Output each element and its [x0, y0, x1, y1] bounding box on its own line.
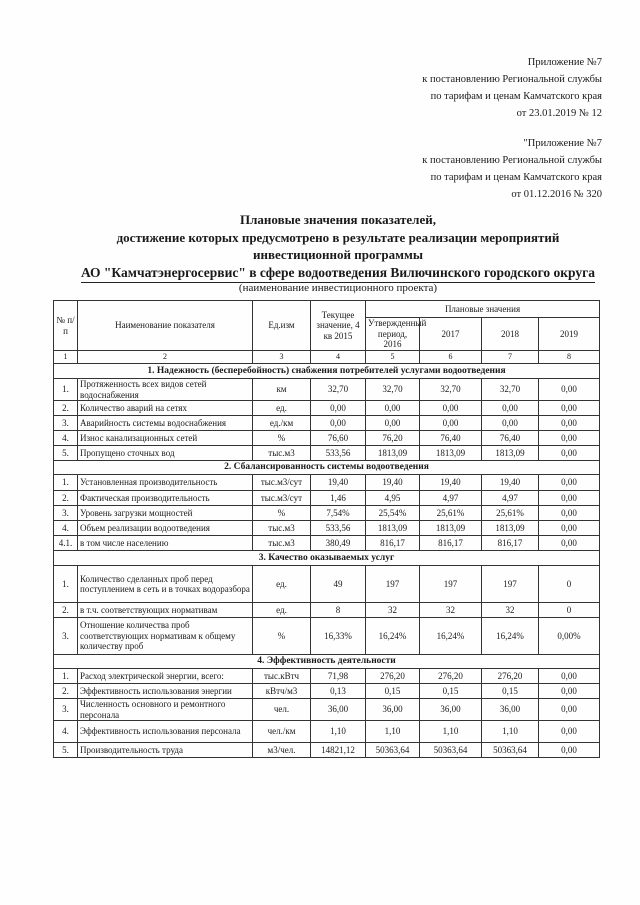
indicator-name: Уровень загрузки мощностей: [78, 506, 253, 521]
approved-2016-value: 25,54%: [366, 506, 420, 521]
row-num: 2.: [54, 491, 78, 506]
plan-2019-value: 0,00: [539, 721, 600, 743]
plan-2019-value: 0,00: [539, 536, 600, 551]
plan-2018-value: 1813,09: [482, 446, 539, 461]
plan-2017-value: 1813,09: [420, 521, 482, 536]
title-line: достижение которых предусмотрено в результате реализации мероприятий: [116, 229, 560, 245]
unit: ед.: [253, 566, 311, 603]
approved-2016-value: 36,00: [366, 699, 420, 721]
plan-2018-value: 16,24%: [482, 618, 539, 655]
current-value: 14821,12: [311, 743, 366, 758]
plan-2017-value: 76,40: [420, 431, 482, 446]
unit: кВтч/м3: [253, 684, 311, 699]
column-number: 7: [482, 351, 539, 364]
current-value: 36,00: [311, 699, 366, 721]
table-row: [54, 401, 600, 416]
plan-2017-value: 50363,64: [420, 743, 482, 758]
row-num: 5.: [54, 446, 78, 461]
approved-2016-value: 0,00: [366, 401, 420, 416]
indicator-name: Фактическая производительность: [78, 491, 253, 506]
approved-2016-value: 0,00: [366, 416, 420, 431]
plan-2018-value: 197: [482, 566, 539, 603]
unit: км: [253, 379, 311, 401]
plan-2018-value: 32: [482, 603, 539, 618]
table-row: [54, 416, 600, 431]
appendix-line: к постановлению Региональной службы: [422, 155, 602, 166]
current-value: 0,13: [311, 684, 366, 699]
plan-2019-value: 0,00%: [539, 618, 600, 655]
header-2018: 2018: [482, 318, 539, 351]
plan-2019-value: 0: [539, 566, 600, 603]
plan-2017-value: 36,00: [420, 699, 482, 721]
indicator-name: Количество аварий на сетях: [78, 401, 253, 416]
unit: тыс.м3: [253, 536, 311, 551]
header-planned: Плановые значения: [366, 301, 600, 318]
appendix-line: от 23.01.2019 № 12: [516, 108, 602, 119]
table-row: [54, 475, 600, 491]
approved-2016-value: 1,10: [366, 721, 420, 743]
header-unit: Ед.изм: [253, 301, 311, 351]
section-header-row: [54, 461, 600, 475]
current-value: 0,00: [311, 401, 366, 416]
title-line-project: АО "Камчатэнергосервис" в сфере водоотведения Вилючинского городского округа: [81, 264, 595, 284]
row-num: 3.: [54, 506, 78, 521]
unit: тыс.м3/сут: [253, 491, 311, 506]
row-num: 3.: [54, 699, 78, 721]
header-current: Текущее значение, 4 кв 2015: [311, 301, 366, 351]
table-row: [54, 603, 600, 618]
plan-2019-value: 0,00: [539, 491, 600, 506]
plan-2017-value: 197: [420, 566, 482, 603]
indicator-name: Эффективность использования энергии: [78, 684, 253, 699]
plan-2017-value: 816,17: [420, 536, 482, 551]
appendix-line: по тарифам и ценам Камчатского края: [430, 172, 602, 183]
indicator-name: Пропущено сточных вод: [78, 446, 253, 461]
plan-2019-value: 0,00: [539, 521, 600, 536]
title-line: инвестиционной программы: [253, 247, 423, 262]
table-row: [54, 699, 600, 721]
document-title: [78, 211, 598, 283]
current-value: 76,60: [311, 431, 366, 446]
plan-2019-value: 0,00: [539, 431, 600, 446]
unit: тыс.м3: [253, 446, 311, 461]
header-2017: 2017: [420, 318, 482, 351]
indicator-name: Аварийность системы водоснабжения: [78, 416, 253, 431]
unit: ед.: [253, 401, 311, 416]
plan-2017-value: 1813,09: [420, 446, 482, 461]
appendix-line: "Приложение №7: [523, 138, 602, 149]
unit: %: [253, 618, 311, 655]
section-header-row: [54, 551, 600, 566]
indicator-name: Расход электрической энергии, всего:: [78, 669, 253, 684]
plan-2017-value: 32,70: [420, 379, 482, 401]
column-number: 1: [54, 351, 78, 364]
indicator-name: Протяженность всех видов сетей водоснабжения: [78, 379, 253, 401]
column-number: 2: [78, 351, 253, 364]
plan-2019-value: 0,00: [539, 446, 600, 461]
plan-2018-value: 1813,09: [482, 521, 539, 536]
appendix-reference-previous: [422, 135, 602, 203]
section-header-row: [54, 655, 600, 669]
table-row: [54, 491, 600, 506]
approved-2016-value: 197: [366, 566, 420, 603]
unit: тыс.м3/сут: [253, 475, 311, 491]
table-row: [54, 618, 600, 655]
appendix-line: по тарифам и ценам Камчатского края: [430, 91, 602, 102]
current-value: 49: [311, 566, 366, 603]
section-title: 1. Надежность (бесперебойность) снабжения потребителей услугами водоотведения: [54, 364, 600, 379]
approved-2016-value: 4,95: [366, 491, 420, 506]
row-num: 4.1.: [54, 536, 78, 551]
unit: м3/чел.: [253, 743, 311, 758]
current-value: 71,98: [311, 669, 366, 684]
plan-2017-value: 0,00: [420, 401, 482, 416]
approved-2016-value: 32: [366, 603, 420, 618]
unit: ед.: [253, 603, 311, 618]
plan-2019-value: 0,00: [539, 416, 600, 431]
plan-2018-value: 36,00: [482, 699, 539, 721]
column-number: 6: [420, 351, 482, 364]
unit: чел.: [253, 699, 311, 721]
indicator-name: Износ канализационных сетей: [78, 431, 253, 446]
current-value: 0,00: [311, 416, 366, 431]
unit: тыс.кВтч: [253, 669, 311, 684]
plan-2018-value: 19,40: [482, 475, 539, 491]
indicator-name: Численность основного и ремонтного персонала: [78, 699, 253, 721]
current-value: 19,40: [311, 475, 366, 491]
plan-2017-value: 25,61%: [420, 506, 482, 521]
section-header-row: [54, 364, 600, 379]
indicator-name: Объем реализации водоотведения: [78, 521, 253, 536]
indicator-name: в том числе населению: [78, 536, 253, 551]
indicator-name: Отношение количества проб соответствующих нормативам к общему количеству проб: [78, 618, 253, 655]
indicator-name: Установленная производительность: [78, 475, 253, 491]
table-row: [54, 379, 600, 401]
plan-2019-value: 0,00: [539, 699, 600, 721]
approved-2016-value: 816,17: [366, 536, 420, 551]
column-number: 3: [253, 351, 311, 364]
current-value: 7,54%: [311, 506, 366, 521]
plan-2018-value: 4,97: [482, 491, 539, 506]
table-row: [54, 743, 600, 758]
plan-2019-value: 0: [539, 603, 600, 618]
approved-2016-value: 32,70: [366, 379, 420, 401]
indicators-table: [53, 300, 600, 758]
unit: ед./км: [253, 416, 311, 431]
unit: %: [253, 431, 311, 446]
header-approved: Утвержденный период, 2016: [366, 318, 420, 351]
table-row: [54, 446, 600, 461]
row-num: 5.: [54, 743, 78, 758]
plan-2019-value: 0,00: [539, 684, 600, 699]
current-value: 8: [311, 603, 366, 618]
header-name: Наименование показателя: [78, 301, 253, 351]
plan-2018-value: 276,20: [482, 669, 539, 684]
approved-2016-value: 50363,64: [366, 743, 420, 758]
plan-2019-value: 0,00: [539, 506, 600, 521]
section-title: 2. Сбалансированность системы водоотведения: [54, 461, 600, 475]
table-row: [54, 506, 600, 521]
row-num: 2.: [54, 401, 78, 416]
project-caption: (наименование инвестиционного проекта): [238, 282, 438, 294]
section-title: 4. Эффективность деятельности: [54, 655, 600, 669]
unit: чел./км: [253, 721, 311, 743]
approved-2016-value: 16,24%: [366, 618, 420, 655]
approved-2016-value: 0,15: [366, 684, 420, 699]
unit: %: [253, 506, 311, 521]
table-body: [54, 351, 600, 758]
table-row: [54, 669, 600, 684]
plan-2017-value: 19,40: [420, 475, 482, 491]
header-num: № п/п: [54, 301, 78, 351]
column-number-row: [54, 351, 600, 364]
row-num: 2.: [54, 603, 78, 618]
column-number: 4: [311, 351, 366, 364]
current-value: 1,46: [311, 491, 366, 506]
plan-2019-value: 0,00: [539, 743, 600, 758]
plan-2017-value: 4,97: [420, 491, 482, 506]
appendix-reference-current: [422, 54, 602, 122]
appendix-line: от 01.12.2016 № 320: [511, 189, 602, 200]
plan-2017-value: 32: [420, 603, 482, 618]
row-num: 4.: [54, 721, 78, 743]
appendix-line: к постановлению Региональной службы: [422, 74, 602, 85]
plan-2019-value: 0,00: [539, 475, 600, 491]
plan-2018-value: 1,10: [482, 721, 539, 743]
plan-2018-value: 76,40: [482, 431, 539, 446]
table-row: [54, 536, 600, 551]
table-row: [54, 431, 600, 446]
row-num: 1.: [54, 566, 78, 603]
plan-2019-value: 0,00: [539, 401, 600, 416]
row-num: 4.: [54, 521, 78, 536]
plan-2017-value: 16,24%: [420, 618, 482, 655]
current-value: 533,56: [311, 446, 366, 461]
current-value: 380,49: [311, 536, 366, 551]
indicator-name: Эффективность использования персонала: [78, 721, 253, 743]
indicator-name: Производительность труда: [78, 743, 253, 758]
plan-2019-value: 0,00: [539, 379, 600, 401]
column-number: 8: [539, 351, 600, 364]
plan-2017-value: 1,10: [420, 721, 482, 743]
title-line: Плановые значения показателей,: [240, 212, 436, 227]
current-value: 1,10: [311, 721, 366, 743]
plan-2018-value: 0,15: [482, 684, 539, 699]
plan-2018-value: 32,70: [482, 379, 539, 401]
approved-2016-value: 76,20: [366, 431, 420, 446]
unit: тыс.м3: [253, 521, 311, 536]
table-row: [54, 721, 600, 743]
plan-2018-value: 0,00: [482, 401, 539, 416]
table-row: [54, 521, 600, 536]
plan-2017-value: 0,00: [420, 416, 482, 431]
header-2019: 2019: [539, 318, 600, 351]
plan-2017-value: 0,15: [420, 684, 482, 699]
row-num: 3.: [54, 416, 78, 431]
section-title: 3. Качество оказываемых услуг: [54, 551, 600, 566]
plan-2018-value: 0,00: [482, 416, 539, 431]
column-number: 5: [366, 351, 420, 364]
row-num: 3.: [54, 618, 78, 655]
row-num: 1.: [54, 669, 78, 684]
plan-2017-value: 276,20: [420, 669, 482, 684]
indicator-name: в т.ч. соответствующих нормативам: [78, 603, 253, 618]
current-value: 16,33%: [311, 618, 366, 655]
table-row: [54, 684, 600, 699]
plan-2018-value: 816,17: [482, 536, 539, 551]
appendix-line: Приложение №7: [527, 57, 602, 68]
current-value: 32,70: [311, 379, 366, 401]
row-num: 1.: [54, 379, 78, 401]
plan-2018-value: 50363,64: [482, 743, 539, 758]
approved-2016-value: 1813,09: [366, 521, 420, 536]
indicator-name: Количество сделанных проб перед поступлением в сеть и в точках водоразбора: [78, 566, 253, 603]
row-num: 2.: [54, 684, 78, 699]
row-num: 1.: [54, 475, 78, 491]
plan-2019-value: 0,00: [539, 669, 600, 684]
current-value: 533,56: [311, 521, 366, 536]
row-num: 4.: [54, 431, 78, 446]
plan-2018-value: 25,61%: [482, 506, 539, 521]
approved-2016-value: 276,20: [366, 669, 420, 684]
approved-2016-value: 1813,09: [366, 446, 420, 461]
table-row: [54, 566, 600, 603]
approved-2016-value: 19,40: [366, 475, 420, 491]
